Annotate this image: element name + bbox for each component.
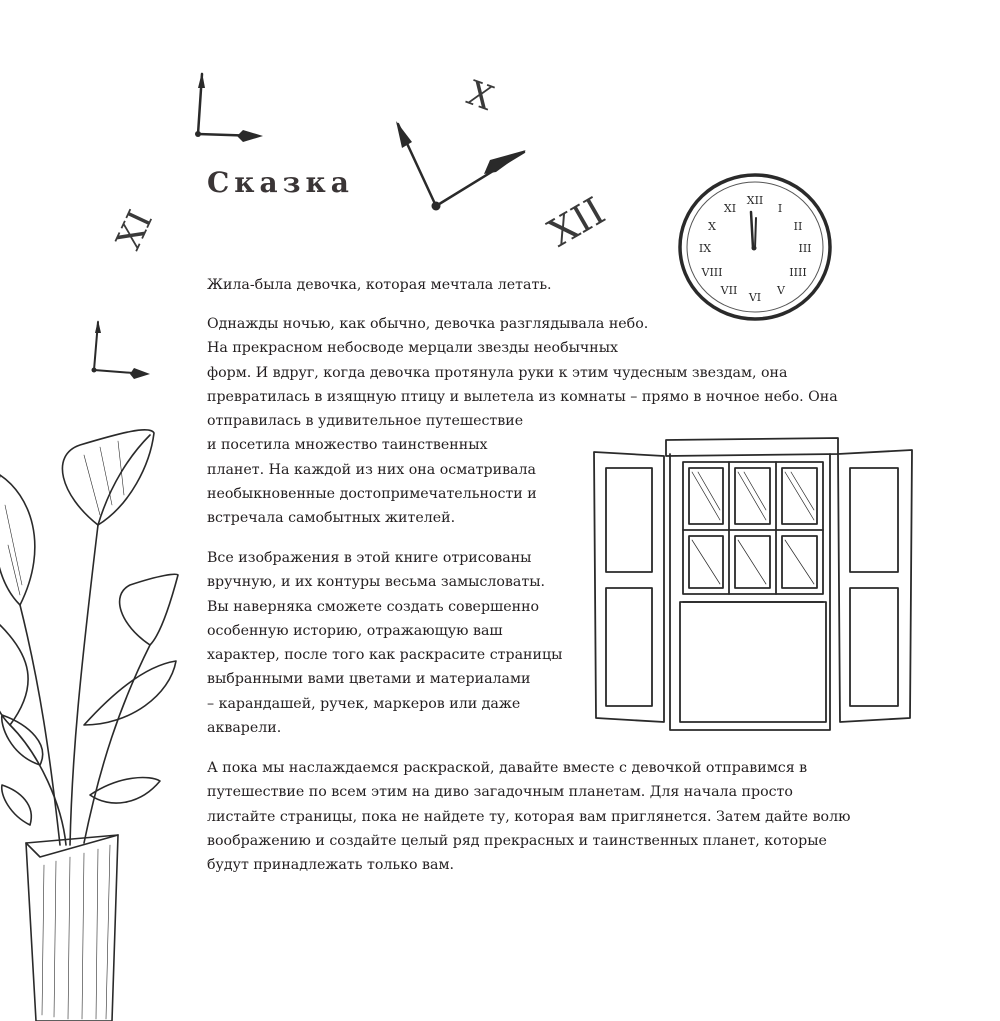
text-line: необыкновенные достопримечательности и — [207, 486, 537, 503]
text-line: путешествие по всем этим на диво загадочным планетам. Для начала просто — [207, 784, 793, 801]
page-title: Сказка — [207, 166, 354, 199]
text-line: Все изображения в этой книге отрисованы — [207, 550, 532, 566]
text-line: Однажды ночью, как обычно, девочка разглядывала небо. — [207, 316, 649, 332]
clock-numeral: VII — [720, 284, 738, 297]
numeral-xi-decoration: XI — [108, 204, 161, 256]
paragraph-closing — [207, 756, 850, 877]
text-line: будут принадлежать только вам. — [207, 857, 455, 874]
clock-numeral: XII — [746, 194, 764, 207]
text-line: характер, после того как раскрасите страницы — [207, 647, 563, 664]
clock-numeral: X — [708, 220, 716, 233]
clock-hands-icon — [185, 68, 270, 143]
clock-numeral: IX — [698, 242, 712, 255]
clock-numeral: VIII — [701, 266, 723, 279]
clock-numeral: V — [777, 284, 785, 297]
text-line: На прекрасном небосводе мерцали звезды необычных — [207, 340, 619, 357]
text-line: акварели. — [207, 720, 282, 737]
text-line: особенную историю, отражающую ваш — [207, 622, 503, 639]
paragraph-story — [207, 312, 838, 531]
text-line: планет. На каждой из них она осматривала — [207, 461, 536, 478]
numeral-x-decoration: X — [461, 73, 499, 119]
wall-clock-icon — [677, 172, 833, 322]
clock-numeral: IIII — [789, 266, 807, 279]
clock-hands-icon — [86, 318, 156, 383]
paragraph-about-book — [207, 546, 562, 740]
potted-plant-icon — [0, 425, 190, 1021]
clock-numeral: VI — [748, 291, 762, 304]
clock-hands-icon — [390, 118, 530, 218]
text-line: Вы наверняка сможете создать совершенно — [207, 598, 540, 615]
clock-numeral: I — [777, 202, 783, 215]
text-line: вручную, и их контуры весьма замысловаты. — [207, 574, 546, 591]
text-line: выбранными вами цветами и материалами — [207, 671, 531, 688]
numeral-xii-decoration: XII — [540, 188, 613, 256]
text-line: и посетила множество таинственных — [207, 437, 488, 454]
paragraph-intro — [207, 273, 552, 297]
text-line: листайте страницы, пока не найдете ту, которая вам приглянется. Затем дайте волю — [207, 808, 851, 825]
clock-numeral: II — [793, 220, 803, 233]
text-line: – карандашей, ручек, маркеров или даже — [207, 695, 521, 712]
text-line: превратилась в изящную птицу и вылетела из комнаты – прямо в ночное небо. Она — [207, 388, 838, 405]
text-line: встречала самобытных жителей. — [207, 510, 456, 527]
text-line: Жила-была девочка, которая мечтала летать. — [207, 277, 552, 293]
clock-numeral: XI — [723, 202, 737, 215]
text-line: форм. И вдруг, когда девочка протянула руки к этим чудесным звездам, она — [207, 364, 788, 381]
text-line: воображению и создайте целый ряд прекрасных и таинственных планет, которые — [207, 832, 827, 849]
clock-numeral: III — [798, 242, 812, 255]
text-line: отправилась в удивительное путешествие — [207, 413, 524, 430]
text-line: А пока мы наслаждаемся раскраской, давайте вместе с девочкой отправимся в — [207, 760, 808, 776]
